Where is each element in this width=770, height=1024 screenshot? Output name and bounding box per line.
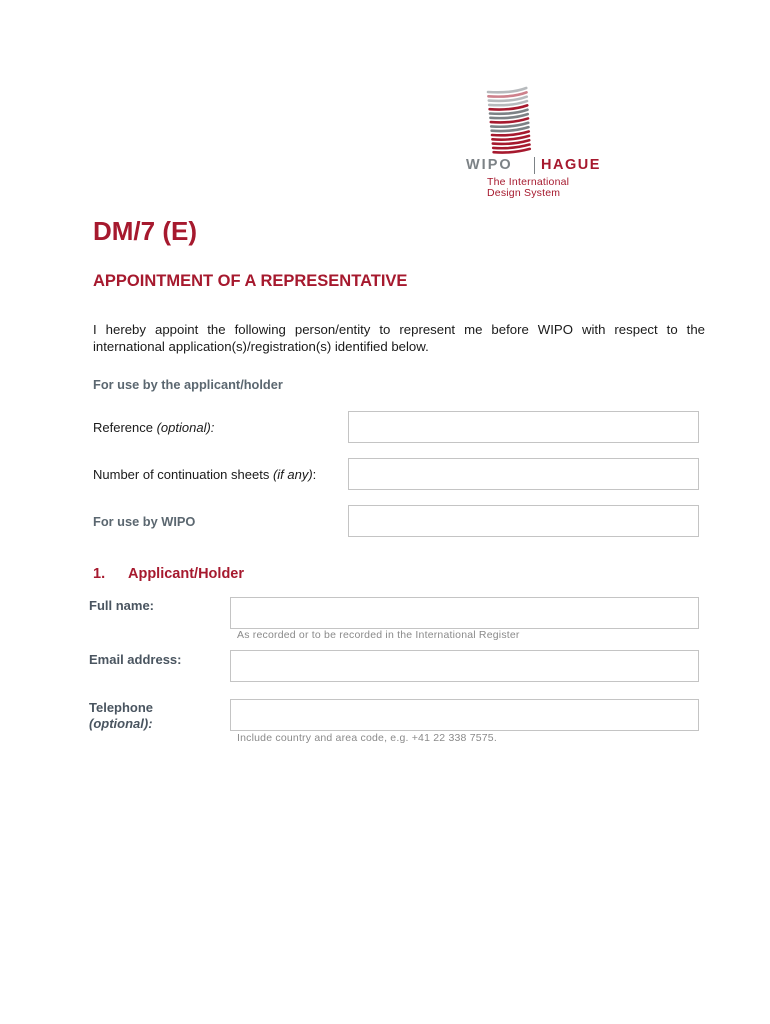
continuation-colon: : (312, 467, 317, 482)
intro-paragraph: I hereby appoint the following person/entity to represent me before WIPO with respect to the international application(s)/registration(s) identified below. (93, 322, 705, 354)
logo-tagline-line2: Design System (487, 187, 561, 199)
wipo-use-heading: For use by WIPO (93, 514, 196, 529)
telephone-hint: Include country and area code, e.g. +41 22 338 7575. (237, 732, 497, 744)
telephone-label: Telephone (89, 700, 154, 715)
full-name-label: Full name: (89, 598, 155, 613)
form-code: DM/7 (E) (93, 216, 197, 246)
full-name-hint: As recorded or to be recorded in the International Register (237, 629, 520, 641)
wipo-wordmark: WIPO (466, 157, 513, 173)
logo-tagline-line1: The International (487, 176, 570, 188)
telephone-input[interactable] (230, 699, 699, 731)
reference-input[interactable] (348, 411, 699, 443)
reference-label-text: Reference (93, 420, 157, 435)
section-number: 1. (93, 566, 106, 582)
email-input[interactable] (230, 650, 699, 682)
form-title: APPOINTMENT OF A REPRESENTATIVE (93, 272, 408, 290)
applicant-use-heading: For use by the applicant/holder (93, 377, 283, 392)
email-label: Email address: (89, 652, 182, 667)
full-name-input[interactable] (230, 597, 699, 629)
continuation-sheets-input[interactable] (348, 458, 699, 490)
logo-separator (534, 157, 535, 174)
reference-optional-note: (optional): (156, 420, 215, 435)
hague-wordmark: HAGUE (541, 157, 601, 173)
wipo-use-field[interactable] (348, 505, 699, 537)
continuation-label-text: Number of continuation sheets (93, 467, 273, 482)
reference-label (93, 420, 214, 435)
continuation-sheets-label (93, 467, 316, 482)
section-title: Applicant/Holder (128, 566, 245, 582)
continuation-if-any-note: (if any) (272, 467, 313, 482)
telephone-optional-note: (optional): (89, 716, 153, 731)
